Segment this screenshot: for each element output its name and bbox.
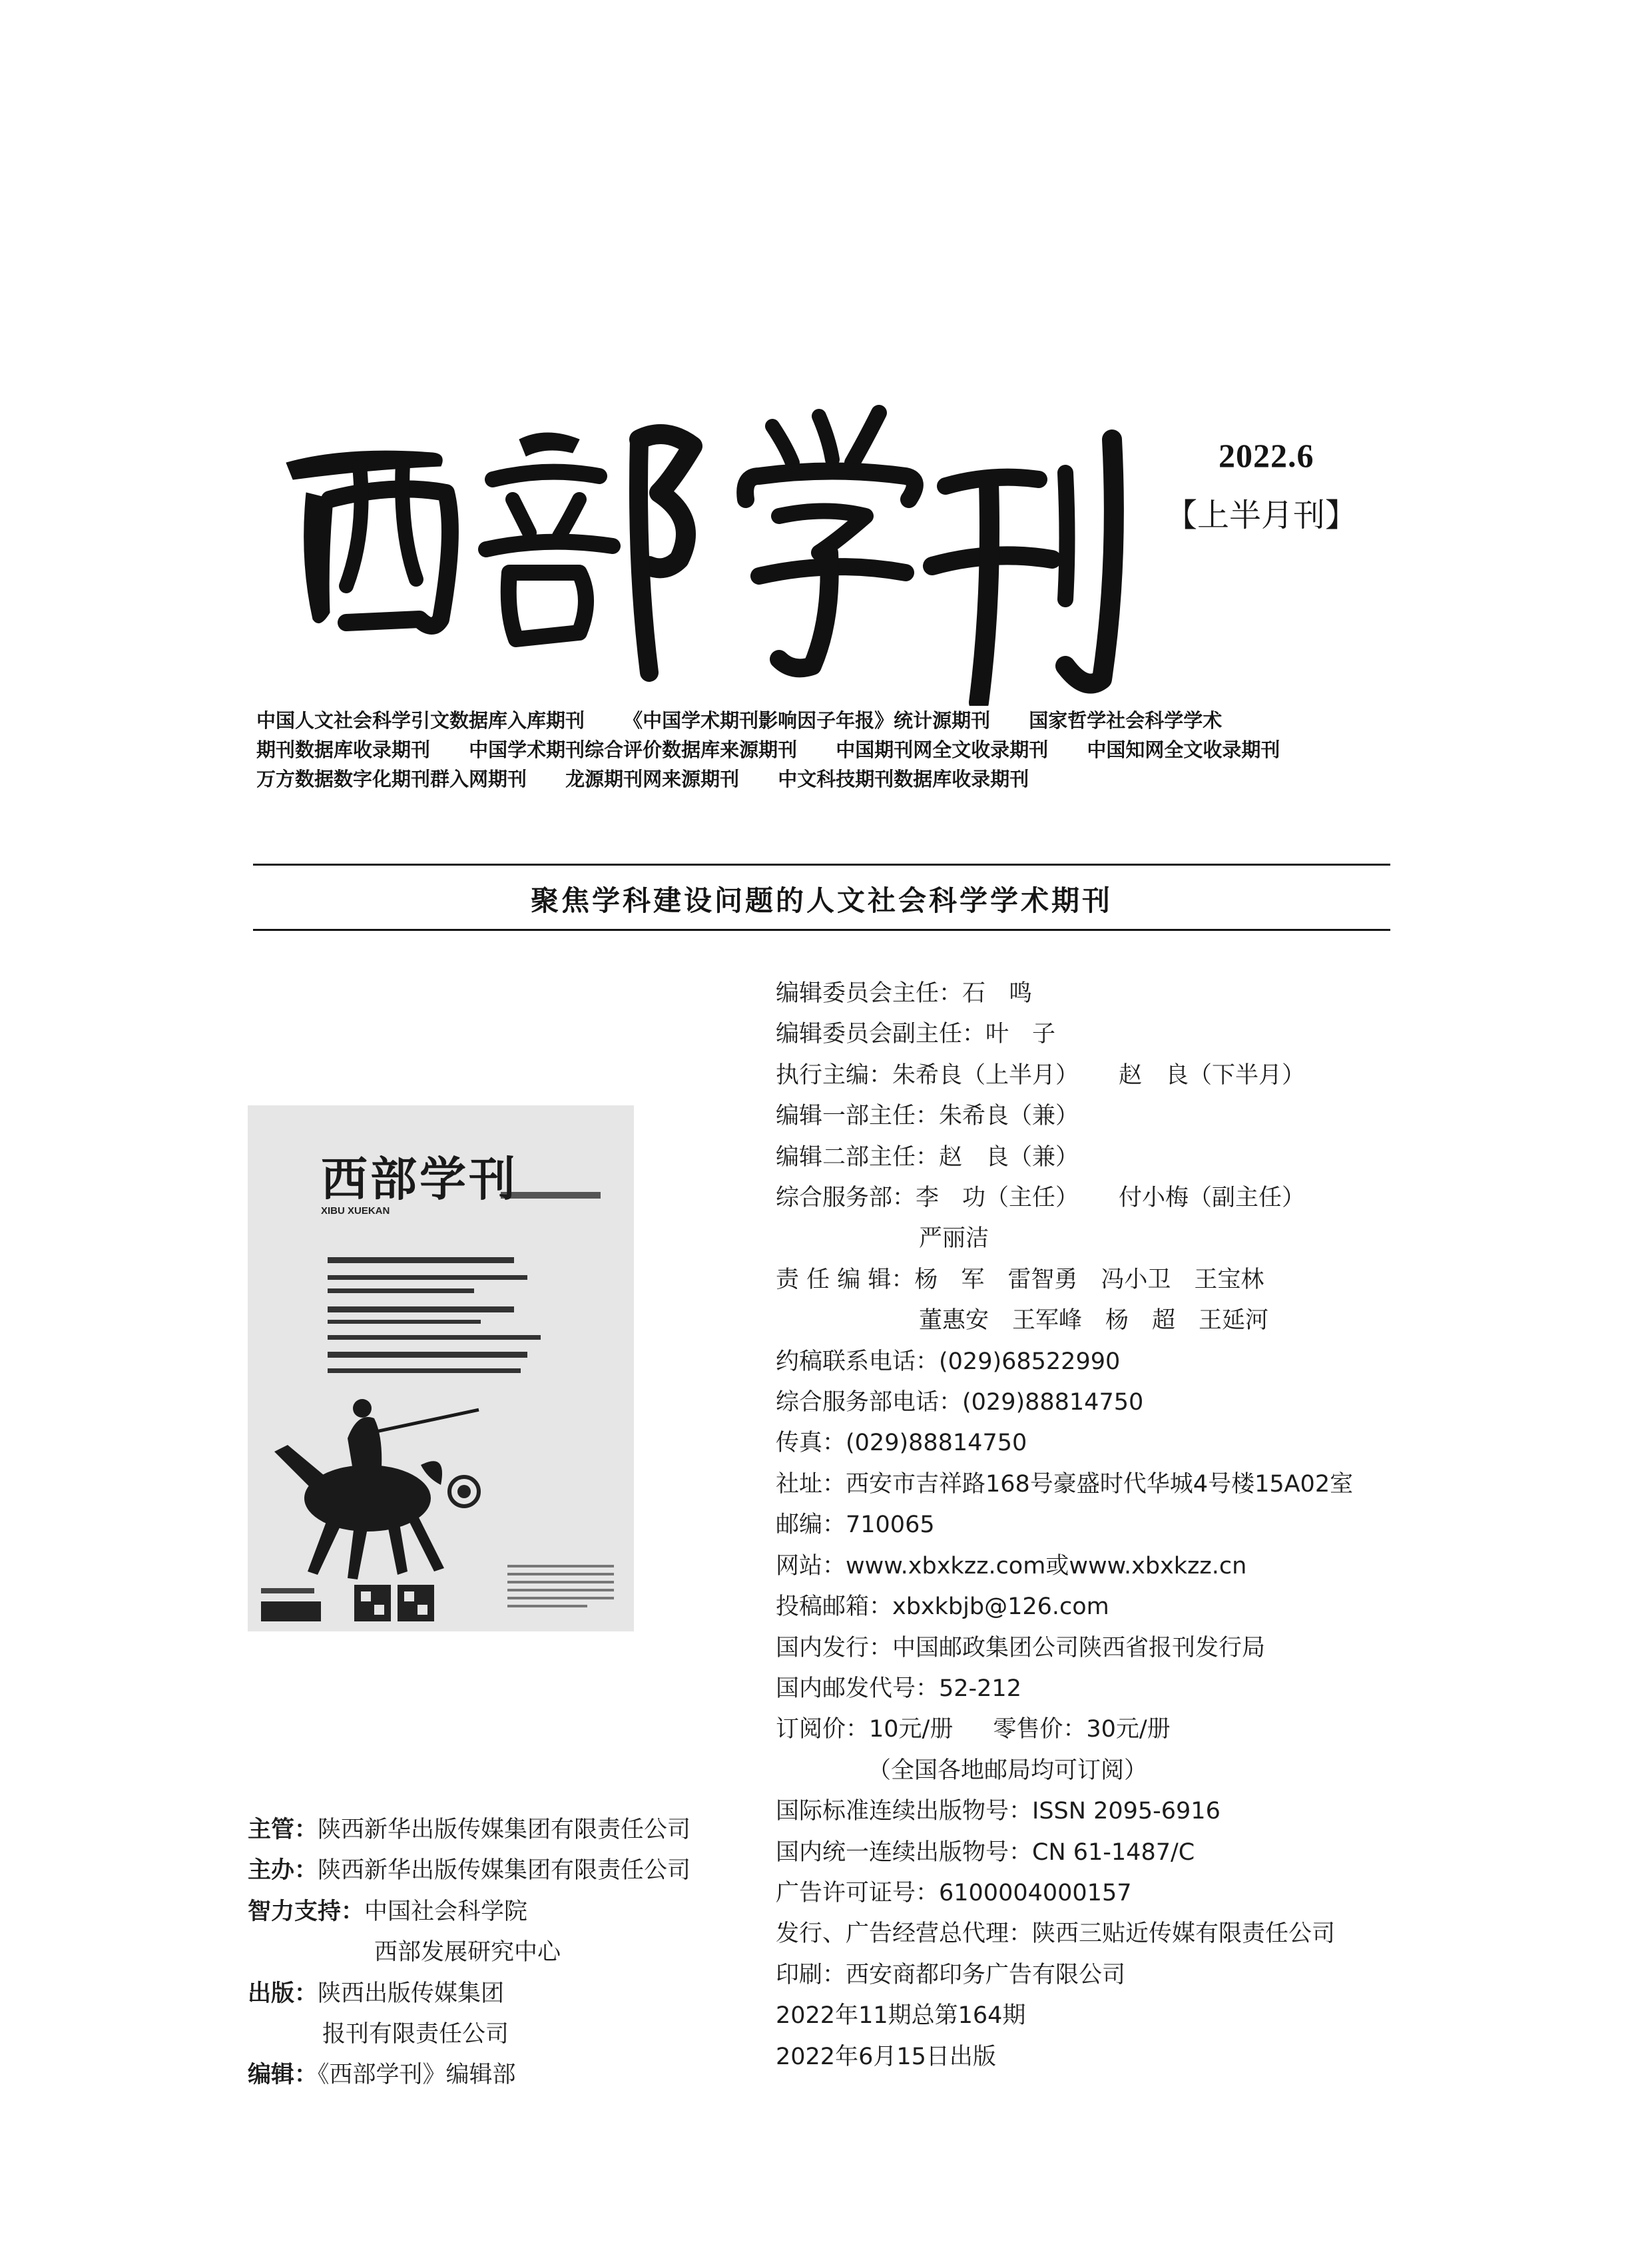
service-deputy: 付小梅（副主任） xyxy=(1119,1185,1306,1212)
pub-sponsor-label: 主办： xyxy=(248,1857,318,1884)
index-item: 龙源期刊网来源期刊 xyxy=(565,768,740,790)
pub-publish-label: 出版： xyxy=(248,1980,318,2007)
masthead-calligraphy xyxy=(266,400,1125,706)
pub-publish-cont: 报刊有限责任公司 xyxy=(322,2021,509,2048)
tagline: 聚焦学科建设问题的人文社会科学学术期刊 xyxy=(530,884,1113,917)
pub-support-cont: 西部发展研究中心 xyxy=(374,1939,561,1966)
info-editors-cont: 董惠安 王军峰 杨 超 王延河 xyxy=(919,1307,1269,1334)
pub-sponsor-value: 陕西新华出版传媒集团有限责任公司 xyxy=(318,1857,691,1884)
index-item: 中国人文社会科学引文数据库入库期刊 xyxy=(256,709,585,732)
masthead-logo xyxy=(266,400,1125,706)
info-agent: 发行、广告经营总代理：陕西三贴近传媒有限责任公司 xyxy=(776,1920,1336,1948)
index-item: 中文科技期刊数据库收录期刊 xyxy=(778,768,1029,790)
info-ad-license: 广告许可证号：6100004000157 xyxy=(776,1879,1132,1906)
publisher-info xyxy=(248,1810,690,2096)
info-fax: 传真：(029)88814750 xyxy=(776,1430,1027,1457)
info-dept1: 编辑一部主任：朱希良（兼） xyxy=(776,1103,1079,1130)
index-listings xyxy=(256,706,1388,794)
index-item: 国家哲学社会科学学术 xyxy=(1029,709,1223,732)
service-director: 综合服务部：李 功（主任） xyxy=(776,1185,1079,1212)
cover-subtitle: XIBU XUEKAN xyxy=(321,1205,390,1217)
pub-supervisor-value: 陕西新华出版传媒集团有限责任公司 xyxy=(318,1817,691,1843)
info-cn: 国内统一连续出版物号：CN 61-1487/C xyxy=(776,1838,1195,1866)
info-price xyxy=(776,1709,1353,1750)
pub-support-label: 智力支持： xyxy=(248,1898,365,1925)
info-exec-editor xyxy=(776,1055,1353,1096)
info-email: 投稿邮箱：xbxkbjb@126.com xyxy=(776,1593,1109,1621)
info-price-note: （全国各地邮局均可订阅） xyxy=(868,1757,1148,1784)
info-distribution: 国内发行：中国邮政集团公司陕西省报刊发行局 xyxy=(776,1634,1266,1661)
index-item: 中国期刊网全文收录期刊 xyxy=(836,738,1049,761)
cover-title: 西部学刊 xyxy=(321,1151,518,1207)
info-editors: 责 任 编 辑：杨 军 雷智勇 冯小卫 王宝林 xyxy=(776,1266,1264,1293)
index-line xyxy=(256,764,1388,794)
info-issue-total: 2022年11期总第164期 xyxy=(776,2002,1026,2030)
info-pub-date: 2022年6月15日出版 xyxy=(776,2043,996,2070)
retail-price: 零售价：30元/册 xyxy=(993,1716,1171,1743)
pub-supervisor xyxy=(248,1810,690,1850)
cover-thumbnail xyxy=(248,1105,634,1631)
index-item: 期刊数据库收录期刊 xyxy=(256,738,431,761)
pub-supervisor-label: 主管： xyxy=(248,1817,318,1843)
index-item: 万方数据数字化期刊群入网期刊 xyxy=(256,768,527,790)
info-service-staff: 严丽洁 xyxy=(919,1225,989,1253)
bottom-rule xyxy=(253,929,1390,931)
index-item: 中国知网全文收录期刊 xyxy=(1087,738,1280,761)
info-dept2: 编辑二部主任：赵 良（兼） xyxy=(776,1143,1079,1171)
info-service xyxy=(776,1178,1353,1219)
pub-publish xyxy=(248,1974,690,2014)
index-item: 《中国学术期刊影响因子年报》统计源期刊 xyxy=(623,709,991,732)
index-line xyxy=(256,735,1388,764)
info-phone-submit: 约稿联系电话：(029)68522990 xyxy=(776,1348,1121,1375)
exec-editor-second-half: 赵 良（下半月） xyxy=(1119,1061,1306,1089)
issue-number: 2022.6 xyxy=(1219,437,1314,474)
pub-editing-label: 编辑： xyxy=(248,2062,318,2089)
index-line xyxy=(256,706,1388,735)
info-postcode: 邮编：710065 xyxy=(776,1512,935,1539)
editorial-info xyxy=(776,974,1353,2078)
info-vice-chair: 编辑委员会副主任：叶 子 xyxy=(776,1021,1056,1048)
pub-publish-value: 陕西出版传媒集团 xyxy=(318,1980,505,2007)
pub-editing xyxy=(248,2055,690,2096)
info-address: 社址：西安市吉祥路168号豪盛时代华城4号楼15A02室 xyxy=(776,1470,1354,1498)
info-postal-code: 国内邮发代号：52-212 xyxy=(776,1675,1021,1702)
pub-support xyxy=(248,1892,690,1932)
pub-sponsor xyxy=(248,1850,690,1891)
subscription-price: 订阅价：10元/册 xyxy=(776,1716,954,1743)
info-website: 网站：www.xbxkzz.com或www.xbxkzz.cn xyxy=(776,1552,1247,1579)
issue-period: 【上半月刊】 xyxy=(1165,497,1358,534)
info-issn: 国际标准连续出版物号：ISSN 2095-6916 xyxy=(776,1798,1221,1825)
exec-editor-first-half: 执行主编：朱希良（上半月） xyxy=(776,1061,1079,1089)
index-item: 中国学术期刊综合评价数据库来源期刊 xyxy=(469,738,798,761)
top-rule xyxy=(253,864,1390,866)
pub-support-value: 中国社会科学院 xyxy=(364,1898,528,1925)
pub-editing-value: 《西部学刊》编辑部 xyxy=(318,2062,516,2089)
info-printer: 印刷：西安商都印务广告有限公司 xyxy=(776,1961,1126,1988)
info-chair: 编辑委员会主任：石 鸣 xyxy=(776,980,1033,1007)
info-phone-service: 综合服务部电话：(029)88814750 xyxy=(776,1389,1144,1416)
